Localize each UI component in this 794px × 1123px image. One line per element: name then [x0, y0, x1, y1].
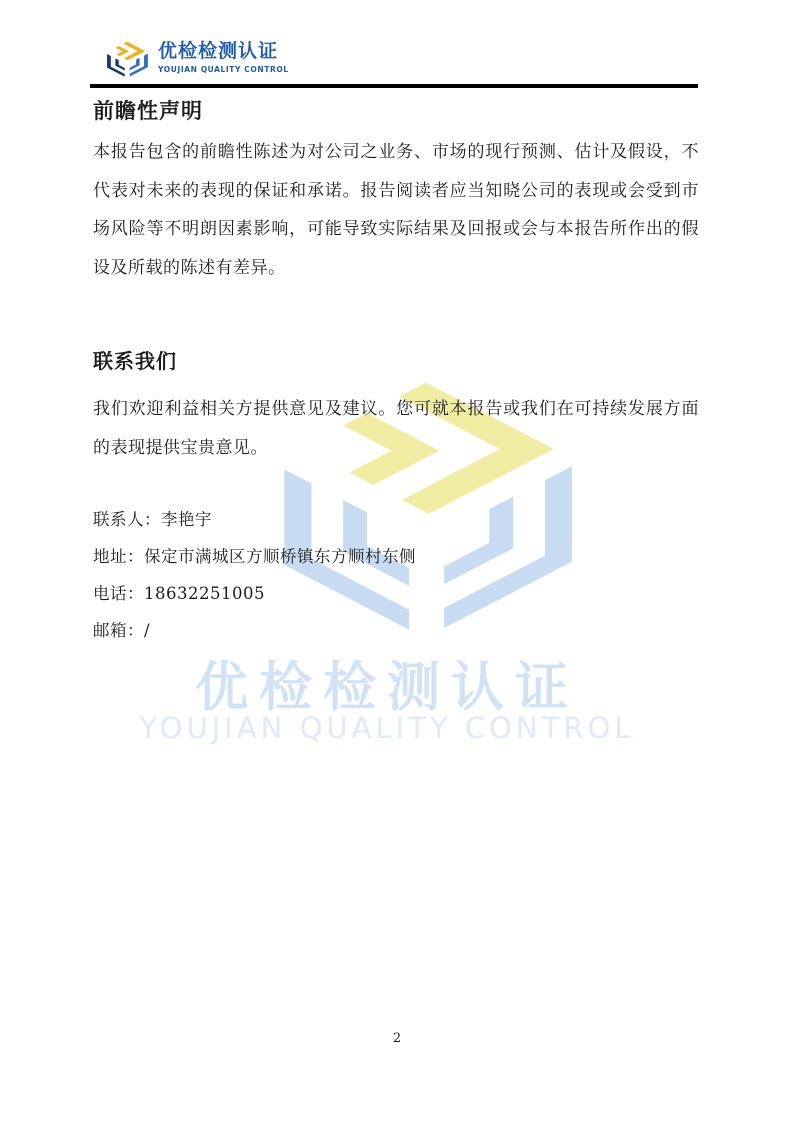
- section-heading-forward-statement: 前瞻性声明: [93, 98, 203, 123]
- contact-details: [93, 501, 416, 649]
- company-name-cn: 优检检测认证: [158, 40, 279, 62]
- page-number: 2: [392, 1031, 402, 1046]
- company-cube-logo-icon: [103, 36, 151, 81]
- header-divider: [90, 84, 698, 88]
- contact-us-paragraph: 我们欢迎利益相关方提供意见及建议。您可就本报告或我们在可持续发展方面的表现提供宝贵意见。: [93, 399, 699, 458]
- contact-address-line: 地址：保定市满城区方顺桥镇东方顺村东侧: [93, 547, 416, 566]
- contact-email-line: 邮箱：/: [93, 621, 151, 640]
- contact-person-line: 联系人：李艳宇: [93, 510, 212, 529]
- section-heading-contact-us: 联系我们: [93, 349, 177, 373]
- cube-left-face: [109, 55, 125, 75]
- company-name-en: YOUJIAN QUALITY CONTROL: [158, 65, 289, 74]
- forward-statement-paragraph: 本报告包含的前瞻性陈述为对公司之业务、市场的现行预测、估计及假设，不代表对未来的表现的保证和承诺。报告阅读者应当知晓公司的表现或会受到市场风险等不明朗因素影响，可能导致实际结果及回报或会与本报告所作出的假设及所载的陈述有差异。: [93, 142, 699, 278]
- contact-phone-line: 电话：18632251005: [93, 584, 265, 603]
- company-logo-text: [158, 41, 289, 74]
- cube-top-face: [109, 43, 141, 60]
- watermark-text-en: YOUJIAN QUALITY CONTROL: [139, 711, 635, 745]
- watermark-text-cn: 优检检测认证: [195, 657, 579, 718]
